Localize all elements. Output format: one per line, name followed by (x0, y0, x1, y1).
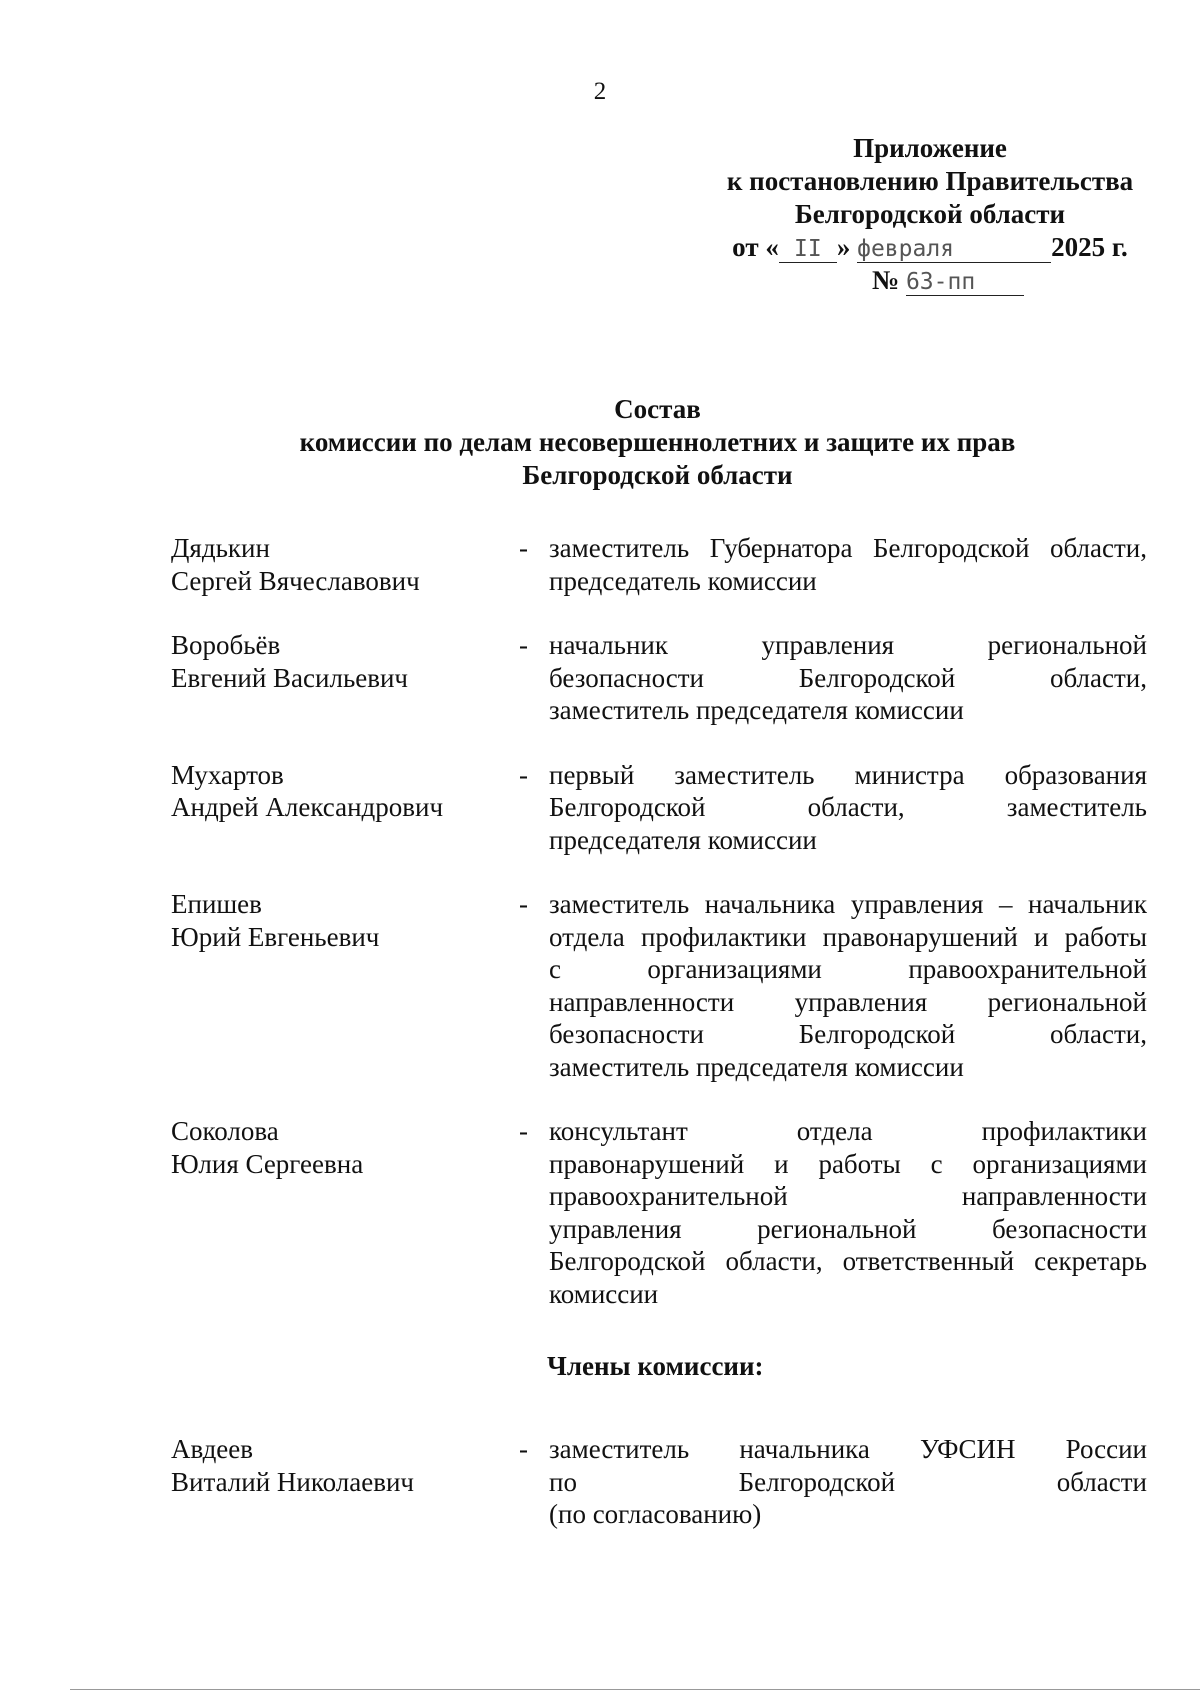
position-line: отдела профилактики правонарушений и работы (549, 921, 1147, 952)
dash-separator: - (519, 1434, 528, 1464)
person-surname: Дядькин (171, 533, 270, 563)
date-month-field: февраля (857, 236, 1051, 263)
dash-separator: - (519, 759, 528, 790)
date-year: 2025 г. (1051, 232, 1128, 262)
position-line: (по согласованию) (549, 1499, 762, 1529)
person-name (171, 1433, 519, 1531)
person-position (549, 1433, 1147, 1531)
position-line: Белгородской области, заместитель (549, 792, 1147, 822)
appendix-date (690, 231, 1170, 264)
scan-edge-line (70, 1689, 1200, 1690)
person-position (549, 532, 1147, 597)
dash-separator: - (519, 1116, 528, 1146)
position-line: направленности управления региональной (549, 986, 1147, 1017)
person-surname: Мухартов (171, 759, 284, 790)
position-line: с организациями правоохранительной (549, 954, 1147, 984)
person-name (171, 532, 519, 597)
position-line: безопасности Белгородской области, (549, 662, 1147, 693)
date-prefix: от « (732, 232, 779, 262)
person-given-names: Юлия Сергеевна (171, 1148, 364, 1179)
date-mid: » (836, 232, 851, 262)
person-name (171, 629, 519, 727)
title-line-1: Состав (614, 394, 701, 424)
list-item (171, 888, 1151, 1083)
position-line: безопасности Белгородской области, (549, 1019, 1147, 1049)
date-day-field: II (779, 236, 837, 263)
person-surname: Соколова (171, 1116, 279, 1146)
title-line-3: Белгородской области (522, 460, 793, 490)
title-line-2: комиссии по делам несовершеннолетних и защите их прав (299, 427, 1016, 457)
dash-separator: - (519, 630, 528, 660)
members-heading: Члены комиссии: (547, 1351, 764, 1381)
person-position (549, 1115, 1147, 1310)
appendix-number (690, 264, 1170, 297)
position-line: Белгородской области, ответственный секретарь (549, 1246, 1147, 1276)
position-line: заместитель Губернатора Белгородской области, (549, 533, 1147, 563)
document-title (0, 393, 1200, 492)
list-item (171, 1433, 1151, 1531)
position-line: заместитель председателя комиссии (549, 695, 964, 725)
position-line: правонарушений и работы с организациями (549, 1148, 1147, 1179)
position-line: заместитель председателя комиссии (549, 1051, 964, 1082)
position-line: управления региональной безопасности (549, 1213, 1147, 1244)
position-line: начальник управления региональной (549, 630, 1147, 660)
dash-separator: - (519, 533, 528, 563)
appendix-title: Приложение (853, 133, 1007, 163)
person-surname: Авдеев (171, 1434, 254, 1464)
list-item (171, 532, 1151, 597)
position-line: по Белгородской области (549, 1466, 1147, 1497)
person-name (171, 888, 519, 1083)
position-line: председателя комиссии (549, 824, 817, 855)
person-given-names: Андрей Александрович (171, 792, 444, 822)
position-line: заместитель начальника управления – начальник (549, 889, 1147, 919)
page-number: 2 (593, 78, 607, 105)
appendix-region: Белгородской области (794, 199, 1066, 229)
position-line: правоохранительной направленности (549, 1181, 1147, 1211)
position-line: консультант отдела профилактики (549, 1116, 1147, 1146)
person-surname: Воробьёв (171, 630, 281, 660)
person-given-names: Юрий Евгеньевич (171, 921, 380, 952)
appendix-header (690, 132, 1170, 297)
position-line: председатель комиссии (549, 565, 817, 596)
list-item (171, 759, 1151, 857)
list-item (171, 629, 1151, 727)
person-given-names: Евгений Васильевич (171, 662, 409, 693)
person-given-names: Сергей Вячеславович (171, 565, 420, 596)
person-name (171, 759, 519, 857)
appendix-resolution: к постановлению Правительства (726, 166, 1134, 196)
number-field: 63-пп (906, 269, 1024, 296)
composition-list (171, 532, 1151, 1531)
person-surname: Епишев (171, 889, 262, 919)
position-line: первый заместитель министра образования (549, 759, 1147, 790)
list-item (171, 1115, 1151, 1310)
number-prefix: № (872, 265, 900, 295)
person-given-names: Виталий Николаевич (171, 1466, 414, 1497)
position-line: заместитель начальника УФСИН России (549, 1434, 1147, 1464)
dash-separator: - (519, 889, 528, 919)
person-position (549, 629, 1147, 727)
person-position (549, 888, 1147, 1083)
person-position (549, 759, 1147, 857)
position-line: комиссии (549, 1278, 659, 1309)
person-name (171, 1115, 519, 1310)
